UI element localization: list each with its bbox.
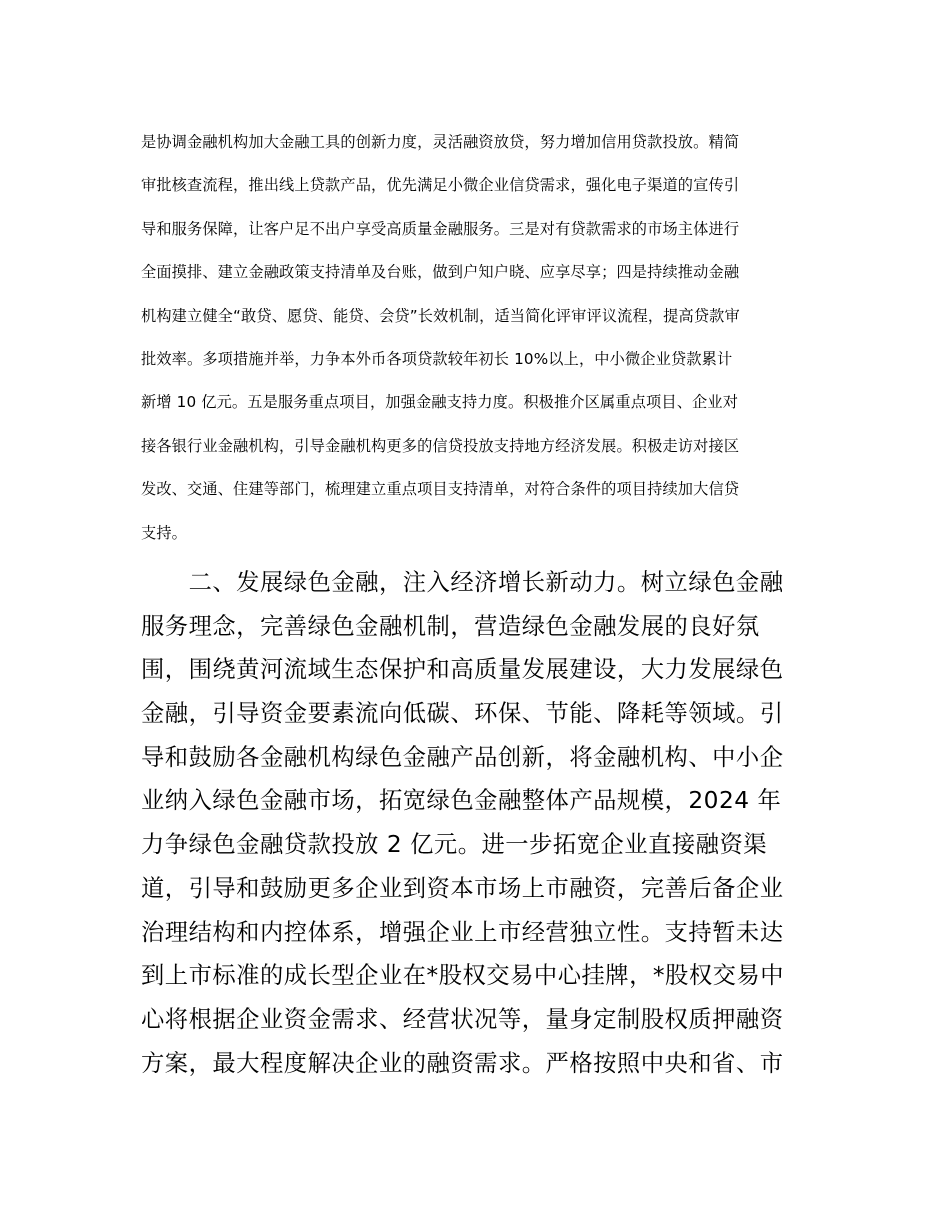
- text-line: 围，围绕黄河流域生态保护和高质量发展建设，大力发展绿色: [141, 656, 784, 684]
- text-line: 力争绿色金融贷款投放 2 亿元。进一步拓宽企业直接融资渠: [141, 831, 768, 859]
- text-line: 新增 10 亿元。五是服务重点项目，加强金融支持力度。积极推介区属重点项目、企业对: [141, 393, 739, 412]
- text-line: 二、发展绿色金融，注入经济增长新动力。树立绿色金融: [141, 569, 784, 596]
- text-line: 支持。: [141, 523, 188, 542]
- text-line: 审批核查流程，推出线上贷款产品，优先满足小微企业信贷需求，强化电子渠道的宣传引: [141, 176, 740, 195]
- text-line: 导和服务保障，让客户足不出户享受高质量金融服务。三是对有贷款需求的市场主体进行: [141, 219, 740, 238]
- text-line: 批效率。多项措施并举，力争本外币各项贷款较年初长 10%以上，中小微企业贷款累计: [141, 349, 733, 368]
- text-line: 发改、交通、住建等部门，梳理建立重点项目支持清单，对符合条件的项目持续加大信贷: [141, 480, 740, 499]
- text-line: 是协调金融机构加大金融工具的创新力度，灵活融资放贷，努力增加信用贷款投放。精简: [141, 133, 740, 151]
- paragraph-continued: [141, 121, 811, 555]
- text-line: 道，引导和鼓励更多企业到资本市场上市融资，完善后备企业: [141, 874, 784, 902]
- text-line: 机构建立健全“敢贷、愿贷、能贷、会贷”长效机制，适当简化评审评议流程，提高贷款审: [141, 306, 740, 325]
- text-line: 方案，最大程度解决企业的融资需求。严格按照中央和省、市: [141, 1049, 784, 1077]
- text-line: 金融，引导资金要素流向低碳、环保、节能、降耗等领域。引: [141, 700, 784, 728]
- text-line: 心将根据企业资金需求、经营状况等，量身定制股权质押融资: [141, 1005, 784, 1033]
- text-line: 服务理念，完善绿色金融机制，营造绿色金融发展的良好氛: [141, 612, 760, 640]
- text-line: 到上市标准的成长型企业在*股权交易中心挂牌，*股权交易中: [141, 962, 785, 990]
- text-line: 导和鼓励各金融机构绿色金融产品创新，将金融机构、中小企: [141, 743, 784, 771]
- text-line: 接各银行业金融机构，引导金融机构更多的信贷投放支持地方经济发展。积极走访对接区: [141, 436, 740, 455]
- section-two-paragraph: [141, 561, 813, 1085]
- text-line: 全面摸排、建立金融政策支持清单及台账，做到户知户晓、应享尽享；四是持续推动金融: [141, 263, 740, 282]
- text-line: 业纳入绿色金融市场，拓宽绿色金融整体产品规模，2024 年: [141, 787, 782, 815]
- text-line: 治理结构和内控体系，增强企业上市经营独立性。支持暂未达: [141, 918, 784, 946]
